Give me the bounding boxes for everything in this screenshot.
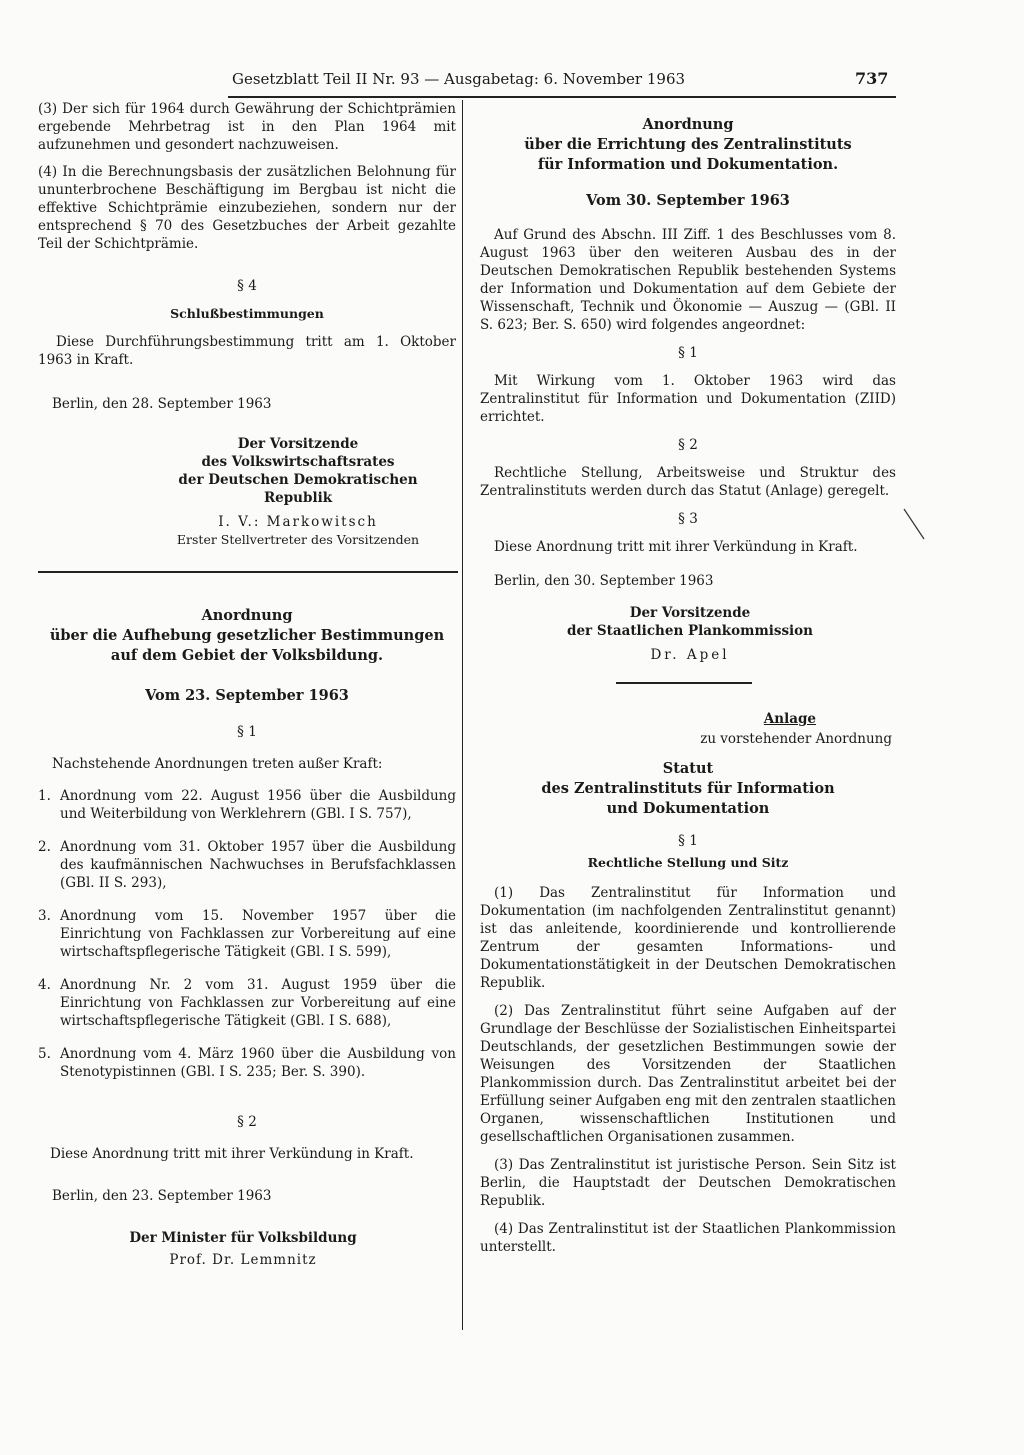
page-header-title: Gesetzblatt Teil II Nr. 93 — Ausgabetag: 6. November 1963 [232,70,686,88]
list-item [38,787,456,823]
signature-1-line-1: Der Vorsitzende [237,436,359,452]
ordinance-title-2: über die Aufhebung gesetzlicher Bestimmungen [49,627,445,644]
repealed-list [38,787,456,1081]
list-item-text: Anordnung Nr. 2 vom 31. August 1959 über die Einrichtung von Fachklassen zur Vorbereitung auf eine wirtschaftspflegerische Tätigkeit (GBl. I S. 688), [60,977,456,1029]
right-section-2-text: Rechtliche Stellung, Arbeitsweise und Struktur des Zentralinstituts werden durch das Statut (Anlage) geregelt. [480,465,896,499]
right-date-line: Berlin, den 30. September 1963 [494,573,714,589]
section-4-heading: § 4 [237,278,257,294]
list-item-number: 3. [38,908,51,924]
signature-1-line-2: des Volkswirtschaftsrates [201,454,395,470]
signature-1-line-3: der Deutschen Demokratischen Republik [178,472,418,506]
scan-mark [900,505,930,545]
list-item-number: 2. [38,839,51,855]
right-signature-block [560,604,820,664]
right-section-2-heading: § 2 [678,437,698,453]
right-ordinance-date: Vom 30. September 1963 [586,192,790,209]
signature-1-line-5: Erster Stellvertreter des Vorsitzenden [176,532,420,547]
signature-block-2 [98,1229,388,1269]
right-signature-line-3: Dr. Apel [650,647,730,663]
list-item-text: Anordnung vom 31. Oktober 1957 über die Ausbildung des kaufmännischen Nachwuchses in Berufsfachklassen (GBl. II S. 293), [60,839,456,891]
paragraph-4: (4) In die Berechnungsbasis der zusätzlichen Belohnung für ununterbrochene Beschäftigung im Bergbau ist nicht die effektive Schichtprämie einzubeziehen, sondern nur der entsprechend § 70 des Gesetzbuches der Arbeit gezahlte Teil der Schichtprämie. [38,164,456,252]
section-4-title: Schlußbestimmungen [170,306,324,321]
right-section-1-heading: § 1 [678,345,698,361]
section-separator-rule [38,571,458,573]
list-item-number: 1. [38,788,51,804]
statute-title-3: und Dokumentation [606,800,770,817]
right-ordinance-title-3: für Information und Dokumentation. [537,156,839,173]
left-column [38,100,456,1269]
right-intro-paragraph: Auf Grund des Abschn. III Ziff. 1 des Beschlusses vom 8. August 1963 über den weiteren Ausbau des in der Deutschen Demokratischen Republik bestehenden Systems der Information und Dokumentation auf dem Gebiete der Wissenschaft, Technik und Ökonomie — Auszug — (GBl. II S. 623; Ber. S. 650) wird folgendes angeordnet: [480,227,896,333]
statute-title-2: des Zentralinstituts für Information [541,780,835,797]
ordinance-title-1: Anordnung [201,607,293,624]
section-4-text: Diese Durchführungsbestimmung tritt am 1. Oktober 1963 in Kraft. [38,334,456,368]
ordinance-title-3: auf dem Gebiet der Volksbildung. [110,647,384,664]
right-signature-line-2: der Staatlichen Plankommission [567,623,813,639]
left-section-2-text: Diese Anordnung tritt mit ihrer Verkündung in Kraft. [50,1146,414,1162]
list-item [38,907,456,961]
right-signature-line-1: Der Vorsitzende [629,605,751,621]
list-item [38,976,456,1030]
left-section-1-heading: § 1 [237,724,257,740]
right-section-3-heading: § 3 [678,511,698,527]
statute-paragraph-2: (2) Das Zentralinstitut führt seine Aufgaben auf der Grundlage der Beschlüsse der Sozialistischen Einheitspartei Deutschlands, der gesetzlichen Bestimmungen sowie der Weisungen des Vorsitzenden der Staatlichen Plankommission durch. Das Zentralinstitut arbeitet bei der Erfüllung seiner Aufgaben eng mit den zentralen staatlichen Organen, wissenschaftlichen Institutionen und gesellschaftlichen Organisationen zusammen. [480,1003,896,1145]
annex-separator-rule [616,682,752,684]
signature-1-line-4: I. V.: Markowitsch [218,514,378,530]
column-divider [462,100,463,1330]
list-item-number: 5. [38,1046,51,1062]
statute-paragraph-1: (1) Das Zentralinstitut für Information und Dokumentation (im nachfolgenden Zentralinstitut genannt) ist das anleitende, koordinierende und kontrollierende Zentrum der gesamten Informations- und Dokumentationstätigkeit in der Deutschen Demokratischen Republik. [480,885,896,991]
statute-paragraph-4: (4) Das Zentralinstitut ist der Staatlichen Plankommission unterstellt. [480,1221,896,1255]
left-section-2-heading: § 2 [237,1114,257,1130]
right-column [480,116,896,1256]
right-section-3-text: Diese Anordnung tritt mit ihrer Verkündung in Kraft. [494,539,858,555]
header-rule [228,96,896,98]
paragraph-3: (3) Der sich für 1964 durch Gewährung der Schichtprämien ergebende Mehrbetrag ist in den Plan 1964 mit aufzunehmen und gesondert nachzuweisen. [38,101,456,153]
annex-subtitle: zu vorstehender Anordnung [700,731,892,747]
signature-2-line-1: Der Minister für Volksbildung [129,1230,357,1246]
annex-label-text: Anlage [763,711,816,727]
annex-label [480,710,896,728]
ordinance-date: Vom 23. September 1963 [145,687,349,704]
statute-section-1-title: Rechtliche Stellung und Sitz [587,855,789,870]
signature-2-line-2: Prof. Dr. Lemmnitz [169,1252,317,1268]
list-item-text: Anordnung vom 15. November 1957 über die Einrichtung von Fachklassen zur Vorbereitung auf eine wirtschaftspflegerische Tätigkeit (GBl. I S. 599), [60,908,456,960]
date-line-1: Berlin, den 28. September 1963 [52,396,272,412]
statute-paragraph-3: (3) Das Zentralinstitut ist juristische Person. Sein Sitz ist Berlin, die Hauptstadt der Deutschen Demokratischen Republik. [480,1157,896,1209]
list-item-text: Anordnung vom 4. März 1960 über die Ausbildung von Stenotypistinnen (GBl. I S. 235; Ber. S. 390). [60,1046,456,1080]
right-section-1-text: Mit Wirkung vom 1. Oktober 1963 wird das Zentralinstitut für Information und Dokumentation (ZIID) errichtet. [480,373,896,425]
list-item [38,1045,456,1081]
right-ordinance-title-1: Anordnung [642,116,734,133]
signature-block-1 [148,435,448,549]
left-section-1-intro: Nachstehende Anordnungen treten außer Kraft: [52,756,383,772]
date-line-2: Berlin, den 23. September 1963 [52,1188,272,1204]
list-item-text: Anordnung vom 22. August 1956 über die Ausbildung und Weiterbildung von Werklehrern (GBl. I S. 757), [60,788,456,822]
right-ordinance-title-2: über die Errichtung des Zentralinstituts [524,136,852,153]
page-number: 737 [855,69,889,88]
statute-title-1: Statut [662,760,714,777]
statute-section-1-heading: § 1 [678,833,698,849]
list-item-number: 4. [38,977,51,993]
list-item [38,838,456,892]
